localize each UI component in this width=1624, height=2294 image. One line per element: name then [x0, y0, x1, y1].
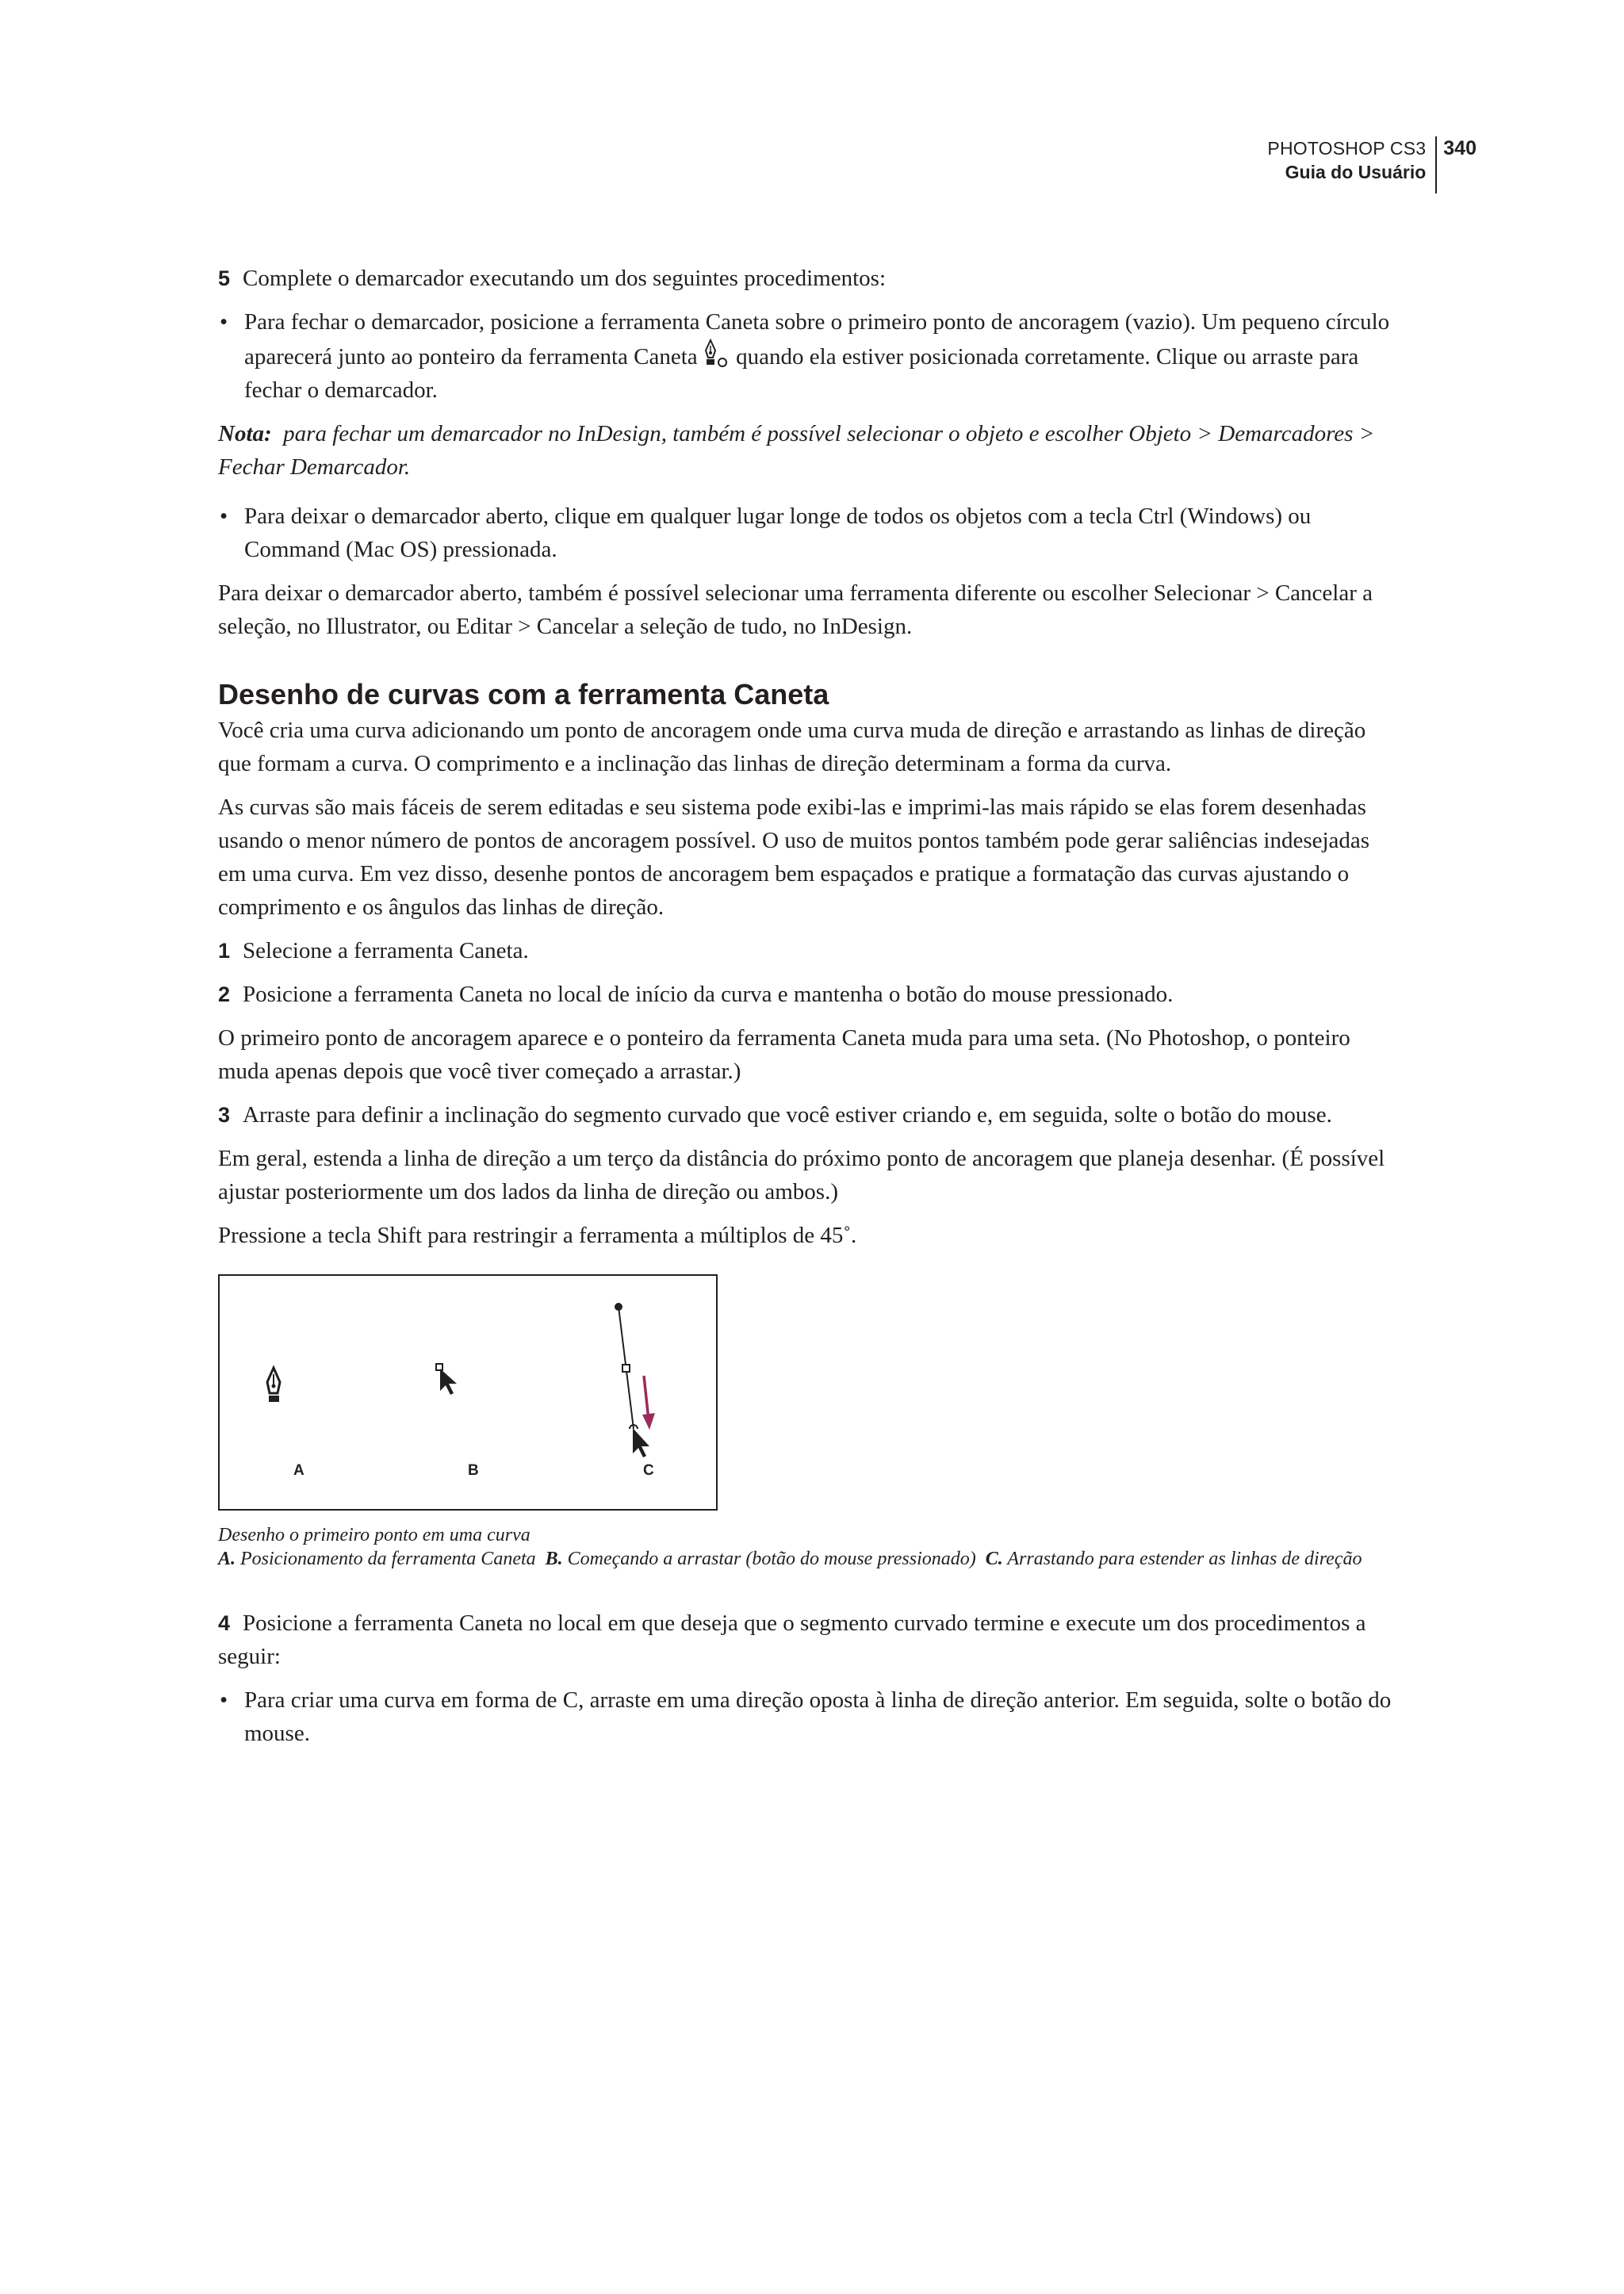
- step-number: 1: [218, 939, 231, 963]
- caption-text: Começando a arrastar (botão do mouse pressionado): [567, 1549, 976, 1569]
- header-product: PHOTOSHOP CS3: [1267, 138, 1427, 159]
- step-1: [218, 934, 1400, 967]
- step-number: 4: [218, 1611, 231, 1635]
- caption-text: Arrastando para estender as linhas de direção: [1007, 1549, 1362, 1569]
- figure-frame: [218, 1274, 718, 1511]
- bullet-text-1b: quando ela estiver posicionada corretamente. Clique ou arraste para fechar o demarcador.: [244, 344, 1359, 403]
- bullet-text-1a: Para fechar o demarcador, posicione a ferramenta Caneta sobre o primeiro ponto de ancoragem (vazio). Um pequeno círculo aparecerá junto ao ponteiro da ferramenta Caneta: [244, 309, 1390, 370]
- caption-letter: C.: [985, 1549, 1003, 1569]
- main-content: [218, 262, 1400, 1760]
- step-number: 5: [218, 266, 231, 290]
- bullet-text-3: Para criar uma curva em forma de C, arraste em uma direção oposta à linha de direção anterior. Em seguida, solte o botão do mouse.: [244, 1687, 1392, 1746]
- bullet-text-2: Para deixar o demarcador aberto, clique em qualquer lugar longe de todos os objetos com a tecla Ctrl (Windows) ou Command (Mac OS) pressionada.: [244, 504, 1312, 562]
- figure: [218, 1274, 1400, 1571]
- step-text: Complete o demarcador executando um dos seguintes procedimentos:: [243, 266, 886, 291]
- step-5: [218, 262, 1400, 295]
- note-label: Nota:: [218, 421, 272, 446]
- note-text: para fechar um demarcador no InDesign, também é possível selecionar o objeto e escolher Objeto > Demarcadores > Fechar Demarcador.: [218, 421, 1375, 480]
- pen-tool-icon: [267, 1368, 280, 1402]
- step-2: [218, 978, 1400, 1011]
- step-3-paragraph-2: Pressione a tecla Shift para restringir a ferramenta a múltiplos de 45˚.: [218, 1223, 857, 1248]
- figure-label-c: C: [643, 1462, 654, 1479]
- caption-letter: A.: [218, 1549, 236, 1569]
- step-3-paragraph-1: Em geral, estenda a linha de direção a um terço da distância do próximo ponto de ancoragem que planeja desenhar. (É possível ajustar posteriormente um dos lados da linha de direção ou ambos.): [218, 1146, 1385, 1204]
- figure-label-b: B: [468, 1462, 479, 1479]
- bullet-c-curve: [218, 1683, 1400, 1750]
- pen-close-path-icon: [703, 339, 730, 370]
- header-guide: Guia do Usuário: [1285, 162, 1427, 182]
- step-3: [218, 1098, 1400, 1132]
- caption-text: Posicionamento da ferramenta Caneta: [240, 1549, 536, 1569]
- figure-illustration: [220, 1276, 719, 1512]
- step-text: Posicione a ferramenta Caneta no local em que deseja que o segmento curvado termine e execute um dos procedimentos a seguir:: [218, 1610, 1366, 1669]
- step-number: 3: [218, 1103, 231, 1127]
- step-2-paragraph: O primeiro ponto de ancoragem aparece e o ponteiro da ferramenta Caneta muda para uma seta. (No Photoshop, o ponteiro muda apenas depois que você tiver começado a arrastar.): [218, 1025, 1350, 1084]
- running-header: [1267, 136, 1477, 193]
- bullet-close-path: [218, 305, 1400, 407]
- anchor-arrow-cursor-icon: [436, 1364, 457, 1395]
- section-intro-1: Você cria uma curva adicionando um ponto de ancoragem onde uma curva muda de direção e arrastando as linhas de direção que formam a curva. O comprimento e a inclinação das linhas de direção determinam a forma da curva.: [218, 718, 1366, 776]
- section-intro-2: As curvas são mais fáceis de serem editadas e seu sistema pode exibi-las e imprimi-las mais rápido se elas forem desenhadas usando o menor número de pontos de ancoragem possível. O uso de muitos pontos também pode gerar saliências indesejadas em uma curva. Em vez disso, desenhe pontos de ancoragem bem espaçados e pratique a formatação das curvas ajustando o comprimento e os ângulos das linhas de direção.: [218, 795, 1370, 920]
- drag-arrow-icon: [642, 1376, 655, 1430]
- step-text: Posicione a ferramenta Caneta no local de início da curva e mantenha o botão do mouse pressionado.: [243, 982, 1174, 1007]
- bullet-dot: •: [220, 504, 228, 529]
- step-text: Arraste para definir a inclinação do segmento curvado que você estiver criando e, em seguida, solte o botão do mouse.: [243, 1102, 1332, 1128]
- caption-items: [218, 1547, 1400, 1571]
- bullet-open-path: [218, 500, 1400, 566]
- bullet-dot: •: [220, 1687, 228, 1713]
- figure-caption: [218, 1523, 1400, 1571]
- page-number: 340: [1443, 137, 1477, 159]
- step-number: 2: [218, 982, 231, 1006]
- caption-title: Desenho o primeiro ponto em uma curva: [218, 1525, 530, 1545]
- note: [218, 417, 1400, 484]
- bullet-dot: •: [220, 309, 228, 335]
- paragraph-open-path: Para deixar o demarcador aberto, também é possível selecionar uma ferramenta diferente ou escolher Selecionar > Cancelar a seleção, no Illustrator, ou Editar > Cancelar a seleção de tudo, no InDesign.: [218, 580, 1373, 639]
- caption-letter: B.: [545, 1549, 563, 1569]
- step-4: [218, 1607, 1400, 1673]
- step-text: Selecione a ferramenta Caneta.: [243, 938, 529, 963]
- figure-label-a: A: [293, 1462, 304, 1479]
- section-heading: Desenho de curvas com a ferramenta Caneta: [218, 678, 829, 710]
